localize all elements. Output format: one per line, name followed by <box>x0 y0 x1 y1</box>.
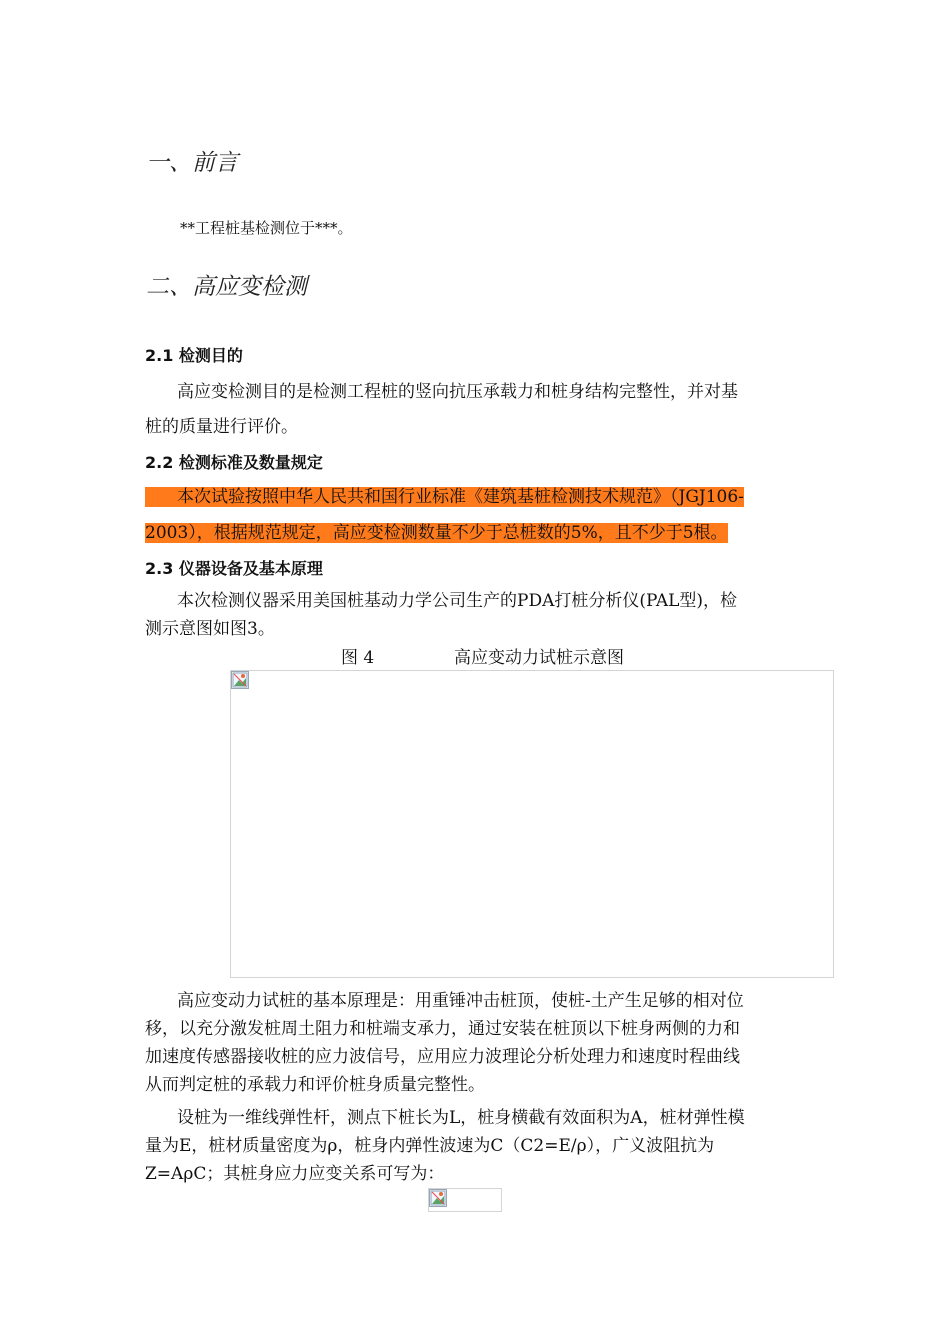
highlight-span: 2003），根据规范规定，高应变检测数量不少于总桩数的5%，且不少于5根。 <box>145 523 728 543</box>
highlighted-paragraph-line <box>145 482 744 507</box>
principle-line: 高应变动力试桩的基本原理是：用重锤冲击桩顶，使桩-土产生足够的相对位 <box>177 991 744 1011</box>
subsection-2-3-line: 本次检测仪器采用美国桩基动力学公司生产的PDA打桩分析仪(PAL型)，检 <box>177 591 738 611</box>
figure-image-placeholder <box>230 670 834 978</box>
model-line: 量为E，桩材质量密度为ρ，桩身内弹性波速为C（C2=E/ρ），广义波阻抗为 <box>145 1136 715 1156</box>
subsection-2-3-line: 测示意图如图3。 <box>145 619 275 639</box>
highlighted-paragraph-line <box>145 518 728 543</box>
principle-line: 从而判定桩的承载力和评价桩身质量完整性。 <box>145 1075 485 1095</box>
model-line: 设桩为一维线弹性杆，测点下桩长为L，桩身横截有效面积为A，桩材弹性模 <box>177 1108 745 1128</box>
principle-line: 移，以充分激发桩周土阻力和桩端支承力，通过安装在桩顶以下桩身两侧的力和 <box>145 1019 740 1039</box>
subsection-2-3-title: 2.3 仪器设备及基本原理 <box>145 559 323 578</box>
model-line: Z=AρC；其桩身应力应变关系可写为： <box>145 1164 445 1184</box>
section1-body: **工程桩基检测位于***。 <box>180 219 353 237</box>
subsection-2-1-line: 桩的质量进行评价。 <box>145 417 298 437</box>
subsection-2-1-line: 高应变检测目的是检测工程桩的竖向抗压承载力和桩身结构完整性，并对基 <box>177 382 738 402</box>
broken-image-icon <box>231 671 249 689</box>
figure-label: 图 4 <box>341 648 375 668</box>
figure-caption: 高应变动力试桩示意图 <box>454 648 624 668</box>
subsection-2-1-title: 2.1 检测目的 <box>145 346 243 365</box>
subsection-2-2-title: 2.2 检测标准及数量规定 <box>145 453 323 472</box>
principle-line: 加速度传感器接收桩的应力波信号，应用应力波理论分析处理力和速度时程曲线 <box>145 1047 740 1067</box>
broken-image-icon <box>429 1189 447 1207</box>
section1-heading: 一、前言 <box>146 150 238 176</box>
formula-image-placeholder <box>428 1188 502 1212</box>
section2-heading: 二、高应变检测 <box>146 274 307 300</box>
highlight-span: 本次试验按照中华人民共和国行业标准《建筑基桩检测技术规范》（JGJ106- <box>145 487 744 507</box>
